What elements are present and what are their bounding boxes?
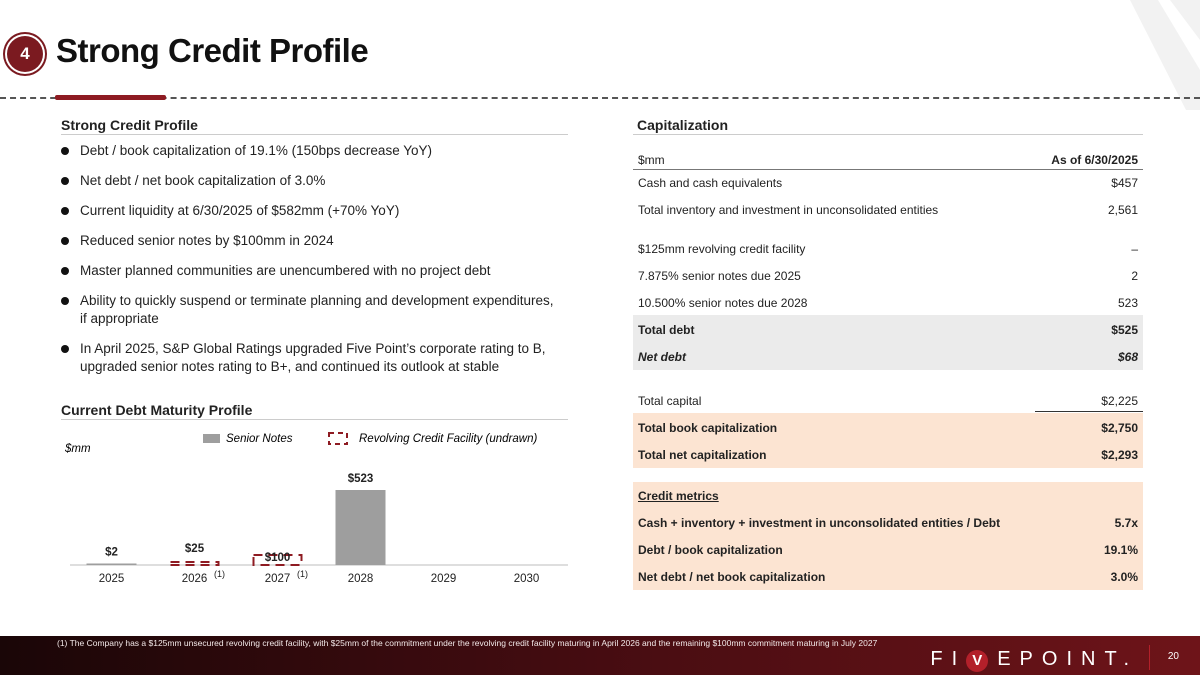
credit-profile-heading: Strong Credit Profile bbox=[61, 117, 198, 133]
header-dashed-divider bbox=[0, 97, 1200, 99]
x-tick-label-2025: 2025 bbox=[98, 573, 125, 585]
bullet-text-continued: if appropriate bbox=[80, 311, 159, 326]
bullet-dot-icon bbox=[61, 297, 69, 305]
row-label: Cash and cash equivalents bbox=[638, 176, 783, 190]
debt-totals-band bbox=[633, 315, 1143, 370]
bullet-dot-icon bbox=[61, 267, 69, 275]
column-label: $mm bbox=[638, 153, 665, 167]
row-value: $2,293 bbox=[1101, 448, 1138, 462]
legend-swatch-revolver bbox=[329, 433, 347, 444]
table-header-rule bbox=[633, 169, 1143, 170]
row-label: 7.875% senior notes due 2025 bbox=[638, 269, 801, 283]
bullet-dot-icon bbox=[61, 147, 69, 155]
bullet-item bbox=[61, 292, 561, 328]
row-value: 523 bbox=[1117, 296, 1138, 310]
logo-v-mark-icon: V bbox=[966, 650, 988, 672]
logo-text-end: EPOINT. bbox=[997, 648, 1138, 670]
page-title: Strong Credit Profile bbox=[56, 32, 369, 69]
metric-label: Net debt / net book capitalization bbox=[638, 570, 826, 584]
bullet-item bbox=[61, 262, 561, 280]
column-date: As of 6/30/2025 bbox=[1051, 153, 1138, 167]
data-label-2026: $25 bbox=[184, 543, 205, 555]
bullet-item bbox=[61, 142, 561, 160]
row-label: 10.500% senior notes due 2028 bbox=[638, 296, 808, 310]
bullet-item bbox=[61, 340, 561, 376]
bullet-item bbox=[61, 172, 561, 190]
bullet-text: Current liquidity at 6/30/2025 of $582mm (+70% YoY) bbox=[80, 203, 400, 218]
bullet-item bbox=[61, 202, 561, 220]
data-label-2027: $100 bbox=[264, 552, 291, 564]
page-number: 20 bbox=[1167, 651, 1179, 662]
row-label: Total book capitalization bbox=[638, 421, 778, 435]
bullet-text: In April 2025, S&P Global Ratings upgraded Five Point’s corporate rating to B, bbox=[80, 341, 546, 356]
bullet-dot-icon bbox=[61, 177, 69, 185]
bullet-dot-icon bbox=[61, 207, 69, 215]
total-capital-underline bbox=[1035, 411, 1143, 412]
row-value: $68 bbox=[1117, 350, 1138, 364]
legend-label-senior-notes: Senior Notes bbox=[226, 433, 293, 445]
bullet-text-continued: upgraded senior notes rating to B+, and continued its outlook at stable bbox=[80, 359, 500, 374]
row-value: $2,750 bbox=[1101, 421, 1138, 435]
row-label: Total inventory and investment in unconsolidated entities bbox=[638, 203, 939, 217]
bullet-dot-icon bbox=[61, 345, 69, 353]
debt-maturity-heading: Current Debt Maturity Profile bbox=[61, 402, 253, 418]
debt-maturity-rule bbox=[61, 419, 568, 420]
data-label-2028: $523 bbox=[347, 473, 374, 485]
credit-profile-rule bbox=[61, 134, 568, 135]
row-value: $525 bbox=[1111, 323, 1138, 337]
metric-value: 5.7x bbox=[1114, 516, 1138, 530]
bullet-text: Ability to quickly suspend or terminate planning and development expenditures, bbox=[80, 293, 554, 308]
metrics-heading-label: Credit metrics bbox=[638, 489, 719, 503]
metric-label: Cash + inventory + investment in unconsolidated entities / Debt bbox=[638, 516, 1001, 530]
y-unit-label: $mm bbox=[65, 443, 91, 455]
row-label: Total capital bbox=[638, 394, 702, 408]
bullet-text: Master planned communities are unencumbered with no project debt bbox=[80, 263, 491, 278]
footnote-marker-2027: (1) bbox=[297, 569, 308, 579]
footer-separator bbox=[1149, 645, 1150, 670]
row-label: $125mm revolving credit facility bbox=[638, 242, 806, 256]
footnote: (1) The Company has a $125mm unsecured revolving credit facility, with $25mm of the commitment under the revolving credit facility maturing in April 2026 and the remaining $100mm commitment maturing in July 2027 bbox=[57, 638, 878, 648]
logo-text-start: FI bbox=[930, 648, 967, 670]
footnote-marker-2026: (1) bbox=[214, 569, 225, 579]
row-value: – bbox=[1131, 242, 1138, 256]
metric-value: 19.1% bbox=[1103, 543, 1138, 557]
metric-value: 3.0% bbox=[1110, 570, 1138, 584]
bullet-text: Debt / book capitalization of 19.1% (150bps decrease YoY) bbox=[80, 143, 432, 158]
bullet-dot-icon bbox=[61, 237, 69, 245]
badge-number: 4 bbox=[20, 44, 30, 63]
bullet-text: Net debt / net book capitalization of 3.0% bbox=[80, 173, 326, 188]
row-label: Total net capitalization bbox=[638, 448, 767, 462]
metric-label: Debt / book capitalization bbox=[638, 543, 783, 557]
row-value: 2,561 bbox=[1107, 203, 1138, 217]
bar-senior-notes-2028 bbox=[336, 490, 386, 565]
x-tick-label-2027: 2027 bbox=[264, 573, 291, 585]
chevron-watermark-icon bbox=[1090, 0, 1200, 110]
data-label-2025: $2 bbox=[105, 546, 118, 559]
bullet-text: Reduced senior notes by $100mm in 2024 bbox=[80, 233, 334, 248]
row-label: Net debt bbox=[638, 350, 686, 364]
x-tick-label-2030: 2030 bbox=[513, 573, 540, 585]
capitalization-heading: Capitalization bbox=[637, 117, 729, 133]
x-tick-label-2026: 2026 bbox=[181, 573, 208, 585]
bar-senior-notes-2025 bbox=[87, 564, 137, 566]
row-value: $457 bbox=[1111, 176, 1138, 190]
bullet-item bbox=[61, 232, 561, 250]
row-label: Total debt bbox=[638, 323, 695, 337]
x-tick-label-2028: 2028 bbox=[347, 573, 374, 585]
legend-label-revolver: Revolving Credit Facility (undrawn) bbox=[359, 433, 538, 445]
row-value: $2,225 bbox=[1101, 394, 1138, 408]
capitalization-rule bbox=[633, 134, 1143, 135]
row-value: 2 bbox=[1131, 269, 1138, 283]
fivepoint-logo bbox=[930, 648, 1138, 672]
chart-legend bbox=[203, 433, 537, 445]
debt-maturity-chart bbox=[55, 425, 575, 595]
x-tick-label-2029: 2029 bbox=[430, 573, 457, 585]
section-number-badge bbox=[7, 36, 43, 72]
header-accent-bar bbox=[55, 95, 166, 100]
legend-swatch-senior-notes bbox=[203, 434, 220, 443]
